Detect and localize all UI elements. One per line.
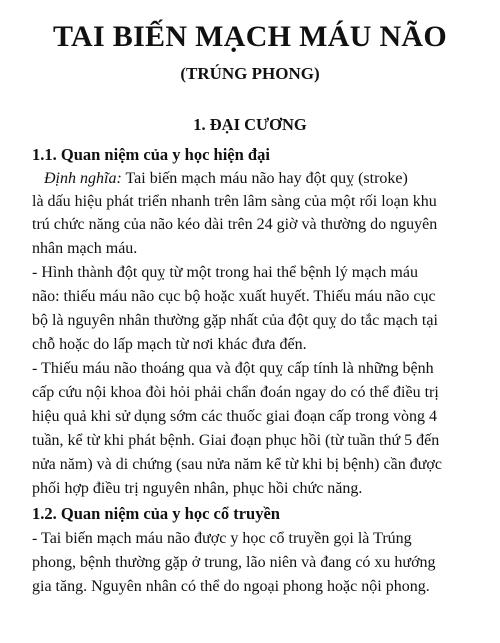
section-heading: 1. ĐẠI CƯƠNG: [193, 115, 307, 134]
paragraph-line: chỗ hoặc do lấp mạch từ nơi khác đưa đến.: [32, 336, 307, 353]
paragraph-line: - Hình thành đột quỵ từ một trong hai thể bệnh lý mạch máu: [32, 264, 418, 281]
paragraph-line: bộ là nguyên nhân thường gặp nhất của đột quỵ do tắc mạch tại: [32, 312, 438, 329]
subsection-heading-1-1: 1.1. Quan niệm của y học hiện đại: [32, 145, 270, 164]
paragraph-line: hiệu quả khi sử dụng sớm các thuốc giai đoạn cấp trong vòng 4: [32, 408, 438, 425]
paragraph-line: - Thiếu máu não thoáng qua và đột quỵ cấp tính là những bệnh: [32, 360, 434, 377]
paragraph-line: là dấu hiệu phát triển nhanh trên lâm sàng của một rối loạn khu: [32, 193, 437, 210]
paragraph-line: [44, 170, 408, 188]
subsection-heading-1-2: 1.2. Quan niệm của y học cổ truyền: [32, 504, 280, 523]
paragraph-line: não: thiếu máu não cục bộ hoặc xuất huyết. Thiếu máu não cục: [32, 288, 436, 305]
paragraph-line: tuần, kể từ khi phát bệnh. Giai đoạn phục hồi (từ tuần thứ 5 đến: [32, 432, 440, 449]
document-title: TAI BIẾN MẠCH MÁU NÃO: [52, 20, 448, 53]
document-subtitle: (TRÚNG PHONG): [180, 64, 320, 83]
paragraph-line: phong, bệnh thường gặp ở trung, lão niên và đang có xu hướng: [32, 554, 436, 571]
paragraph-line: - Tai biến mạch máu não được y học cổ truyền gọi là Trúng: [32, 530, 412, 547]
paragraph-line: nửa năm) và di chứng (sau nửa năm kể từ khi bị bệnh) cần được: [32, 456, 442, 473]
paragraph-line: gia tăng. Nguyên nhân có thể do ngoại phong hoặc nội phong.: [32, 578, 430, 595]
paragraph-line: phối hợp điều trị nguyên nhân, phục hồi chức năng.: [32, 480, 363, 497]
definition-label: Định nghĩa:: [44, 170, 122, 187]
paragraph-line-text: Tai biến mạch máu não hay đột quỵ (stroke): [121, 170, 408, 187]
paragraph-line: trú chức năng của não kéo dài trên 24 giờ và thường do nguyên: [32, 216, 438, 233]
paragraph-line: nhân mạch máu.: [32, 240, 138, 257]
paragraph-line: cấp cứu nội khoa đòi hỏi phải chẩn đoán ngay do có thể điều trị: [32, 384, 439, 401]
